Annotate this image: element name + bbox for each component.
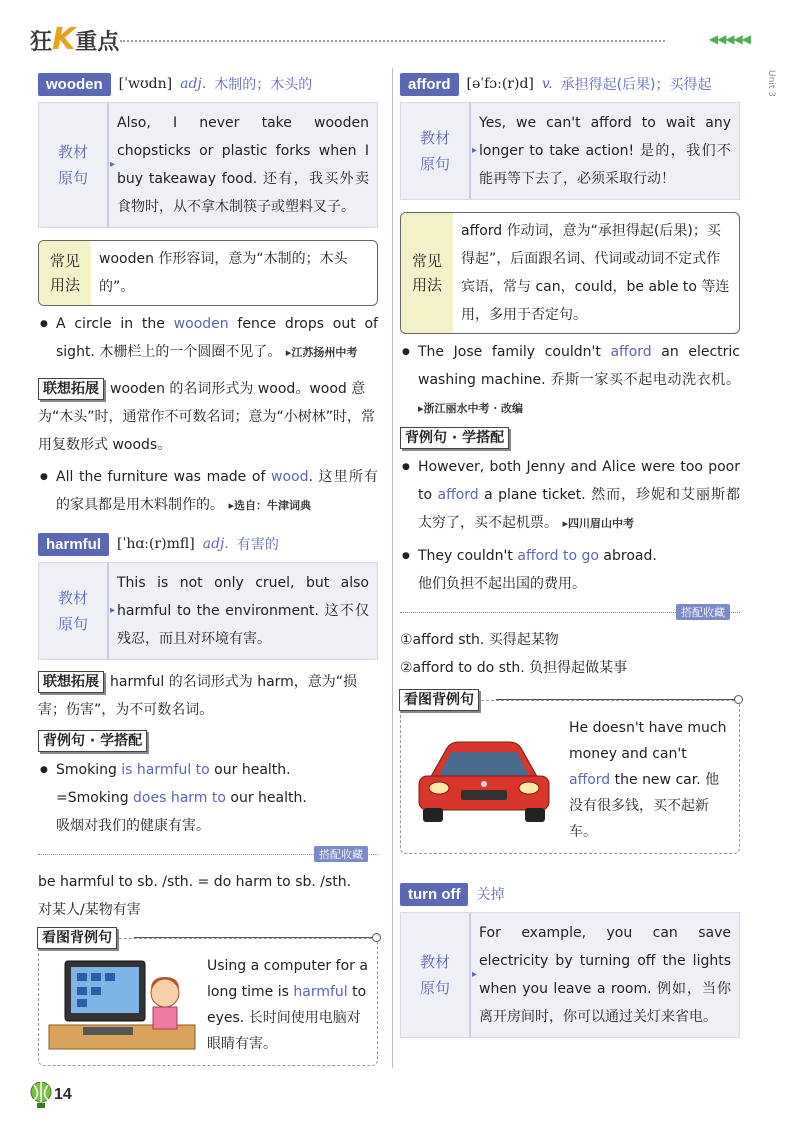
page-number: 14 [54,1086,72,1103]
textbook-sentence-box [400,912,740,1038]
extension-text: harmful 的名词形式为 harm，意为“损害；伤害”，为不可数名词。 [38,674,358,718]
phonetic: [ˈwʊdn] [118,76,173,92]
example-text: However, both Jenny and Alice were too poor to [418,459,740,503]
word-tag: afford [400,73,459,96]
textbook-sentence-box [38,102,378,228]
word-meaning: 有害的 [236,537,279,553]
phonetic: [əˈfɔː(r)d] [466,76,534,92]
textbook-label [39,563,109,659]
collocation-line: be harmful to sb. /sth. = do harm to sb. /sth. [38,874,352,890]
example-text: our health. [225,790,307,806]
phrase-section-label-wrap [400,427,740,449]
collect-tag: 搭配收藏 [676,604,730,620]
page-number-badge [30,1082,72,1108]
entry-head-afford [400,70,740,98]
textbook-sentence-box [400,102,740,200]
picture-label: 看图背例句 [399,689,479,711]
left-column [38,70,378,1066]
entry-head-turn-off [400,880,740,908]
label-line-2: 用法 [411,276,442,294]
phrase-label: 背例句 · 学搭配 [38,730,147,752]
extension-label: 联想拓展 [38,671,104,693]
header-arrows-icon: ◀◀◀◀◀ [708,32,750,46]
picture-example-box [400,692,740,854]
usage-label [39,241,91,305]
collocation-line: ②afford to do sth. 负担得起做某事 [400,660,628,676]
source-note: ▸浙江丽水中考 · 改编 [418,402,524,415]
textbook-label [401,103,471,199]
picture-example-box [38,930,378,1066]
logo-text-right: 重点 [75,30,120,55]
example-text: fence drops out of sight. 木栅栏上的一个圆圈不见了。 [56,316,378,360]
picture-sentence: He doesn't have much money and can't [569,720,727,762]
example-text: an electric washing machine. 乔斯一家买不起电动洗衣机。 [418,344,740,388]
collect-tag: 搭配收藏 [314,846,368,862]
example-text: . 这里所有的家具都是用木料制作的。 [56,469,378,513]
collect-divider [400,606,740,626]
example-text: our health. [209,762,291,778]
example-text: The Jose family couldn't [418,344,611,360]
usage-label [401,213,453,333]
example-text: Smoking [56,762,122,778]
phrase-label: 背例句 · 学搭配 [400,427,509,449]
example-translation: 他们负担不起出国的费用。 [418,576,586,592]
source-note: ▸选自：牛津词典 [228,499,311,512]
common-usage-box [38,240,378,306]
example-text: abroad. [598,548,657,564]
textbook-label [401,913,471,1037]
word-meaning: 木制的；木头的 [214,77,313,93]
example-sentence [400,338,740,423]
entry-head-harmful [38,530,378,558]
label-line-2: 原句 [57,615,88,633]
word-tag: wooden [38,73,111,96]
common-usage-box [400,212,740,334]
picture-label-line [134,937,377,938]
collect-divider [38,848,378,868]
part-of-speech: adj. [180,76,207,92]
extension-label: 联想拓展 [38,378,104,400]
collocation-line: ①afford sth. 买得起某物 [400,632,559,648]
label-line-1: 教材 [57,143,88,161]
extension-paragraph [38,375,378,459]
example-translation: 吸烟对我们的健康有害。 [56,818,210,834]
part-of-speech: v. [541,76,553,92]
source-note: ▸江苏扬州中考 [285,346,358,359]
label-line-1: 常见 [411,252,442,270]
logo-k: K [52,22,76,57]
book-logo [30,22,119,57]
picture-sentence: to eyes. 长时间使用电脑对眼睛有害。 [207,984,367,1052]
example-sentence [400,542,740,598]
example-text: They couldn't [418,548,518,564]
picture-sentence: the new car. 他没有很多钱，买不起新车。 [569,772,720,840]
usage-text: wooden 作形容词，意为“木制的；木头的”。 [99,251,348,295]
label-line-1: 教材 [419,129,450,147]
usage-text: afford 作动词，意为“承担得起(后果)；买得起”，后面跟名词、代词或动词不定式作宾语，常与 can，could，be able to 等连用，多用于否定句。 [461,223,730,323]
balloon-icon [30,1082,52,1108]
word-meaning: 承担得起(后果)；买得起 [560,77,712,93]
example-sentence [38,756,378,840]
picture-content [409,715,731,845]
collocation-line: 对某人/某物有害 [38,902,141,918]
computer-girl-illustration [47,955,197,1055]
page-header [30,22,760,62]
picture-text [207,953,369,1057]
highlight-word: afford to go [517,548,599,564]
example-text: A circle in the [56,316,174,332]
header-divider [120,40,665,42]
extension-paragraph [38,668,378,724]
highlight-word: afford [569,772,611,788]
textbook-sentence-box [38,562,378,660]
phrase-section-label-wrap [38,730,378,752]
logo-text-left: 狂 [30,30,53,55]
phonetic: [ˈhɑː(r)mfl] [117,536,195,552]
textbook-sentence: This is not only cruel, but also harmful to the environment. 这不仅残忍，而且对环境有害。 [117,575,369,647]
extension-text: wooden 的名词形式为 wood。wood 意为“木头”时，通常作不可数名词；意为“小树林”时，常用复数形式 woods。 [38,381,376,453]
highlight-word: afford [437,487,479,503]
highlight-word: afford [610,344,652,360]
label-line-1: 常见 [49,252,80,270]
side-unit-label: Unit 3 [766,70,776,97]
highlight-word: harmful [293,984,348,1000]
textbook-sentence: For example, you can save electricity by turning off the lights when you leave a room. 例如，当你离开房间时，你可以通过关灯来省电。 [479,925,731,1025]
highlight-word: is harmful to [121,762,210,778]
example-text: a plane ticket. 然而，珍妮和艾丽斯都太穷了，买不起机票。 [418,487,740,531]
collocation-text [38,868,378,924]
label-line-2: 原句 [57,169,88,187]
part-of-speech: adj. [202,536,229,552]
picture-content [47,953,369,1057]
word-tag: harmful [38,533,109,556]
example-sentence [38,463,378,520]
label-line-2: 原句 [419,979,450,997]
textbook-sentence: Also, I never take wooden chopsticks or plastic forks when I buy takeaway food. 还有，我买外卖食物时，从不拿木制筷子或塑料叉子。 [117,115,369,215]
red-car-illustration [409,730,559,830]
label-line-1: 教材 [57,589,88,607]
label-line-1: 教材 [419,953,450,971]
column-divider [392,68,393,1068]
textbook-label [39,103,109,227]
textbook-sentence: Yes, we can't afford to wait any longer to take action! 是的，我们不能再等下去了，必须采取行动！ [479,115,731,187]
example-sentence [400,453,740,538]
picture-sentence: Using a computer for a long time is [207,958,368,1000]
highlight-word: does harm to [133,790,226,806]
example-text: =Smoking [56,790,134,806]
right-column [400,70,740,1038]
label-line-2: 原句 [419,155,450,173]
entry-head-wooden [38,70,378,98]
example-text: All the furniture was made of [56,469,271,485]
source-note: ▸四川眉山中考 [562,517,634,530]
picture-text [569,715,731,845]
word-tag: turn off [400,883,468,906]
word-meaning: 关掉 [476,887,505,903]
picture-label: 看图背例句 [37,927,117,949]
highlight-word: wood [271,469,309,485]
label-line-2: 用法 [49,276,80,294]
collocation-text [400,626,740,682]
example-sentence [38,310,378,367]
highlight-word: wooden [173,316,229,332]
picture-label-line [496,699,739,700]
